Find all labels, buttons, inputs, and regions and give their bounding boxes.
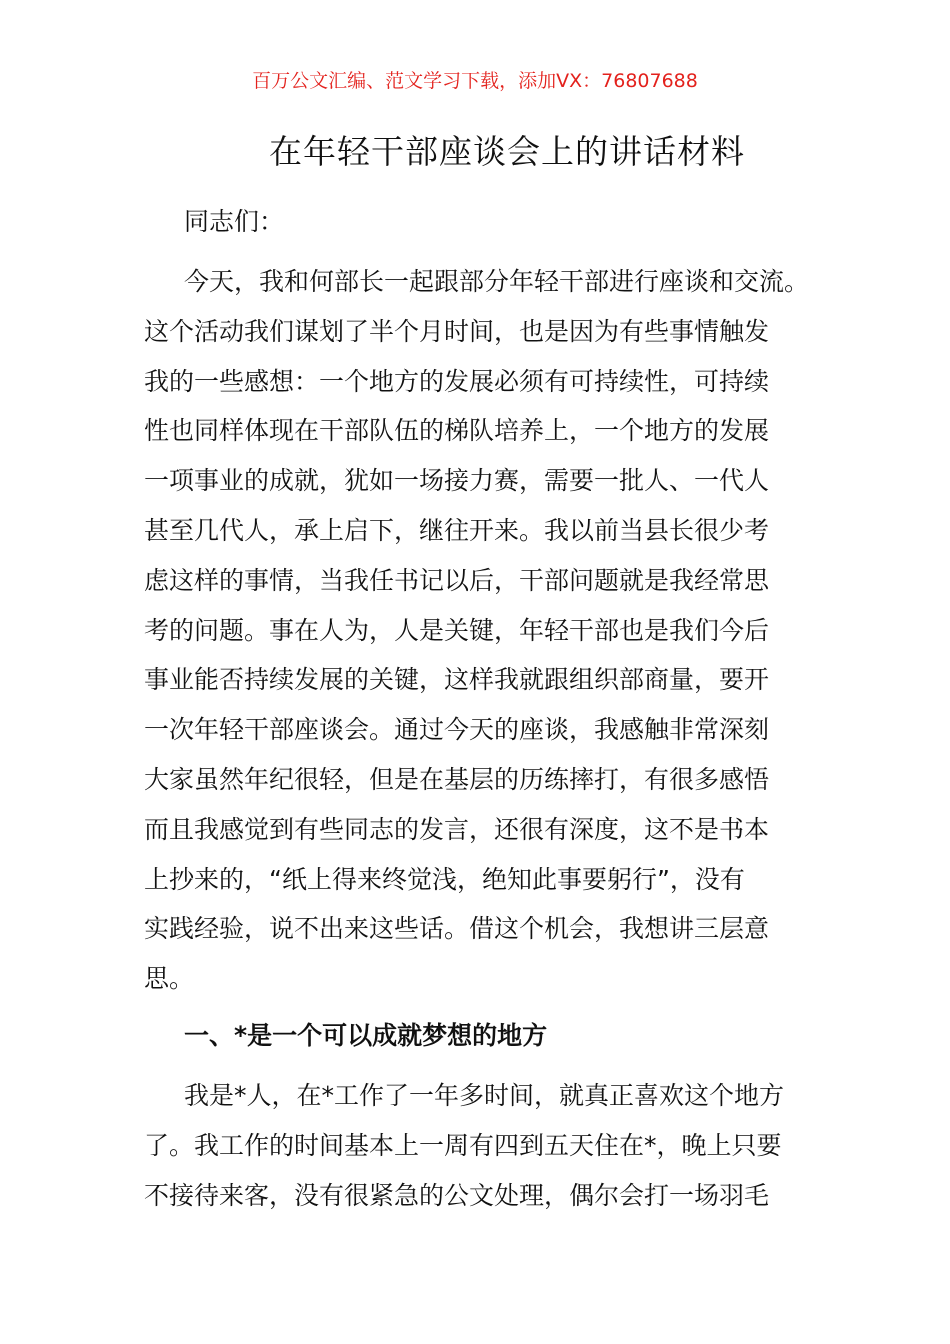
- paragraph-line: 一项事业的成就，犹如一场接力赛，需要一批人、一代人: [144, 466, 770, 496]
- paragraph-line: 我的一些感想：一个地方的发展必须有可持续性，可持续: [144, 366, 770, 396]
- paragraph-line: 一次年轻干部座谈会。通过今天的座谈，我感触非常深刻: [144, 715, 770, 745]
- paragraph-line: 我是*人，在*工作了一年多时间，就真正喜欢这个地方: [184, 1081, 785, 1110]
- section-1-heading-block: [144, 1011, 814, 1061]
- paragraph-line: 事业能否持续发展的关键，这样我就跟组织部商量，要开: [144, 665, 770, 695]
- paragraph-line: 大家虽然年纪很轻，但是在基层的历练摔打，有很多感悟: [144, 764, 770, 794]
- paragraph-line: 实践经验，说不出来这些话。借这个机会，我想讲三层意: [144, 914, 770, 944]
- document-title: 在年轻干部座谈会上的讲话材料: [269, 132, 745, 171]
- paragraph-line: 这个活动我们谋划了半个月时间，也是因为有些事情触发: [144, 316, 770, 346]
- header-note: 百万公文汇编、范文学习下载，添加VX：76807688: [252, 70, 698, 92]
- paragraph-line: 思。: [144, 964, 195, 994]
- salutation-block: [144, 197, 814, 247]
- paragraph-line: 甚至几代人，承上启下，继往开来。我以前当县长很少考: [144, 515, 770, 545]
- paragraph-line: 不接待来客，没有很紧急的公文处理，偶尔会打一场羽毛: [144, 1180, 770, 1210]
- paragraph-line: 今天，我和何部长一起跟部分年轻干部进行座谈和交流。: [184, 267, 810, 296]
- paragraph-line: 了。我工作的时间基本上一周有四到五天住在*，晚上只要: [144, 1130, 782, 1160]
- paragraph-2: [144, 1071, 814, 1220]
- salutation: 同志们：: [184, 207, 285, 236]
- paragraph-1: [144, 257, 814, 1004]
- paragraph-line: 而且我感觉到有些同志的发言，还很有深度，这不是书本: [144, 814, 770, 844]
- paragraph-line: 上抄来的，“纸上得来终觉浅，绝知此事要躬行”，没有: [144, 864, 745, 894]
- paragraph-line: 虑这样的事情，当我任书记以后，干部问题就是我经常思: [144, 565, 770, 595]
- section-heading: 一、*是一个可以成就梦想的地方: [184, 1021, 548, 1050]
- paragraph-line: 性也同样体现在干部队伍的梯队培养上，一个地方的发展: [144, 416, 770, 446]
- paragraph-line: 考的问题。事在人为，人是关键，年轻干部也是我们今后: [144, 615, 770, 645]
